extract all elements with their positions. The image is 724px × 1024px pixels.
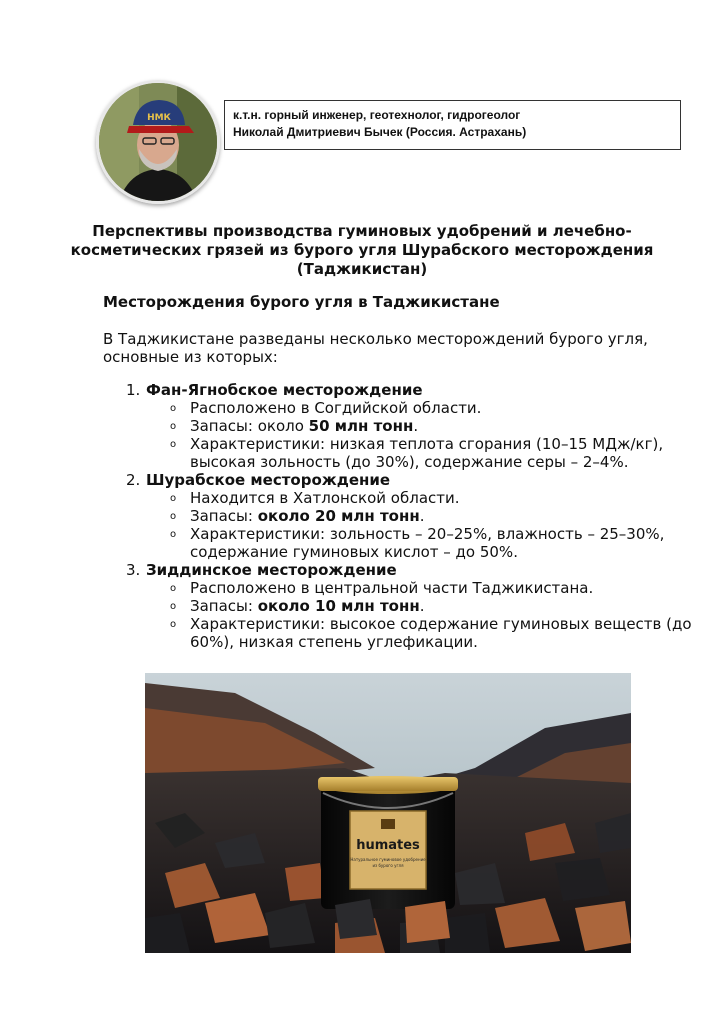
- author-photo: [96, 80, 220, 204]
- deposit-name: Зиддинское месторождение: [146, 561, 397, 579]
- location-text: Расположено в Согдийской области.: [190, 399, 482, 417]
- author-name: Николай Дмитриевич Бычек (Россия. Астрахань): [233, 125, 527, 139]
- deposit-item: [126, 381, 686, 471]
- reserves-label: Запасы:: [190, 507, 258, 525]
- characteristics-line-1: Характеристики: низкая теплота сгорания (10–15 МДж/кг),: [190, 435, 664, 453]
- author-portrait: [99, 83, 217, 201]
- bullet-icon: o: [170, 619, 177, 630]
- reserves-value: около 10 млн тонн: [257, 597, 420, 615]
- deposit-location: [126, 489, 686, 507]
- deposit-title: [126, 561, 686, 579]
- deposit-location: [126, 399, 686, 417]
- characteristics-line-1: Характеристики: зольность – 20–25%, влажность – 25–30%,: [190, 525, 665, 543]
- deposit-number: 1.: [126, 381, 141, 399]
- intro-line-2: основные из которых:: [103, 348, 278, 366]
- reserves-label: Запасы: около: [190, 417, 309, 435]
- deposit-name: Фан-Ягнобское месторождение: [146, 381, 423, 399]
- deposit-characteristics: [126, 435, 686, 471]
- characteristics-line-2: высокая зольность (до 30%), содержание серы – 2–4%.: [190, 453, 629, 471]
- humates-illustration: [145, 673, 631, 953]
- bucket-label: humates: [356, 838, 420, 853]
- deposit-characteristics: [126, 525, 686, 561]
- deposit-location: [126, 579, 686, 597]
- bullet-icon: o: [170, 403, 177, 414]
- bullet-icon: o: [170, 439, 177, 450]
- characteristics-line-2: 60%), низкая степень углефикации.: [190, 633, 478, 651]
- reserves-value: около 20 млн тонн: [257, 507, 420, 525]
- bullet-icon: o: [170, 511, 177, 522]
- svg-text:НМК: НМК: [147, 113, 171, 123]
- author-info-box: [224, 100, 681, 150]
- bullet-icon: o: [170, 601, 177, 612]
- intro-paragraph: [103, 330, 663, 366]
- humates-bucket: [318, 776, 458, 909]
- deposit-reserves: [126, 597, 686, 615]
- bucket-small-text-2: из бурого угля: [372, 863, 404, 868]
- deposit-item: [126, 561, 692, 651]
- reserves-suffix: .: [419, 597, 425, 615]
- section-heading: Месторождения бурого угля в Таджикистане: [103, 293, 500, 311]
- deposit-number: 3.: [126, 561, 141, 579]
- reserves-suffix: .: [419, 507, 425, 525]
- reserves-label: Запасы:: [190, 597, 258, 615]
- deposits-list: [126, 381, 692, 651]
- deposit-name: Шурабское месторождение: [146, 471, 391, 489]
- title-line-2: косметических грязей из бурого угля Шурабского месторождения: [70, 241, 654, 259]
- document-title: [60, 222, 664, 279]
- deposit-item: [126, 471, 686, 561]
- deposit-title: [126, 471, 686, 489]
- reserves-suffix: .: [413, 417, 419, 435]
- characteristics-line-2: содержание гуминовых кислот – до 50%.: [190, 543, 518, 561]
- deposit-reserves: [126, 417, 686, 435]
- author-credentials: к.т.н. горный инженер, геотехнолог, гидрогеолог: [233, 108, 521, 122]
- deposit-reserves: [126, 507, 686, 525]
- characteristics-line-1: Характеристики: высокое содержание гуминовых веществ (до: [190, 615, 692, 633]
- deposit-title: [126, 381, 686, 399]
- bullet-icon: o: [170, 493, 177, 504]
- location-text: Расположено в центральной части Таджикистана.: [190, 579, 594, 597]
- deposit-number: 2.: [126, 471, 141, 489]
- intro-line-1: В Таджикистане разведаны несколько месторождений бурого угля,: [103, 330, 648, 348]
- location-text: Находится в Хатлонской области.: [190, 489, 460, 507]
- bucket-small-text-1: Натуральное гуминовое удобрение: [350, 857, 426, 862]
- reserves-value: 50 млн тонн: [308, 417, 414, 435]
- bullet-icon: o: [170, 529, 177, 540]
- title-line-3: (Таджикистан): [296, 260, 428, 278]
- deposit-characteristics: [126, 615, 692, 651]
- bullet-icon: o: [170, 583, 177, 594]
- bullet-icon: o: [170, 421, 177, 432]
- title-line-1: Перспективы производства гуминовых удобрений и лечебно-: [92, 222, 632, 240]
- humates-image: [145, 673, 631, 953]
